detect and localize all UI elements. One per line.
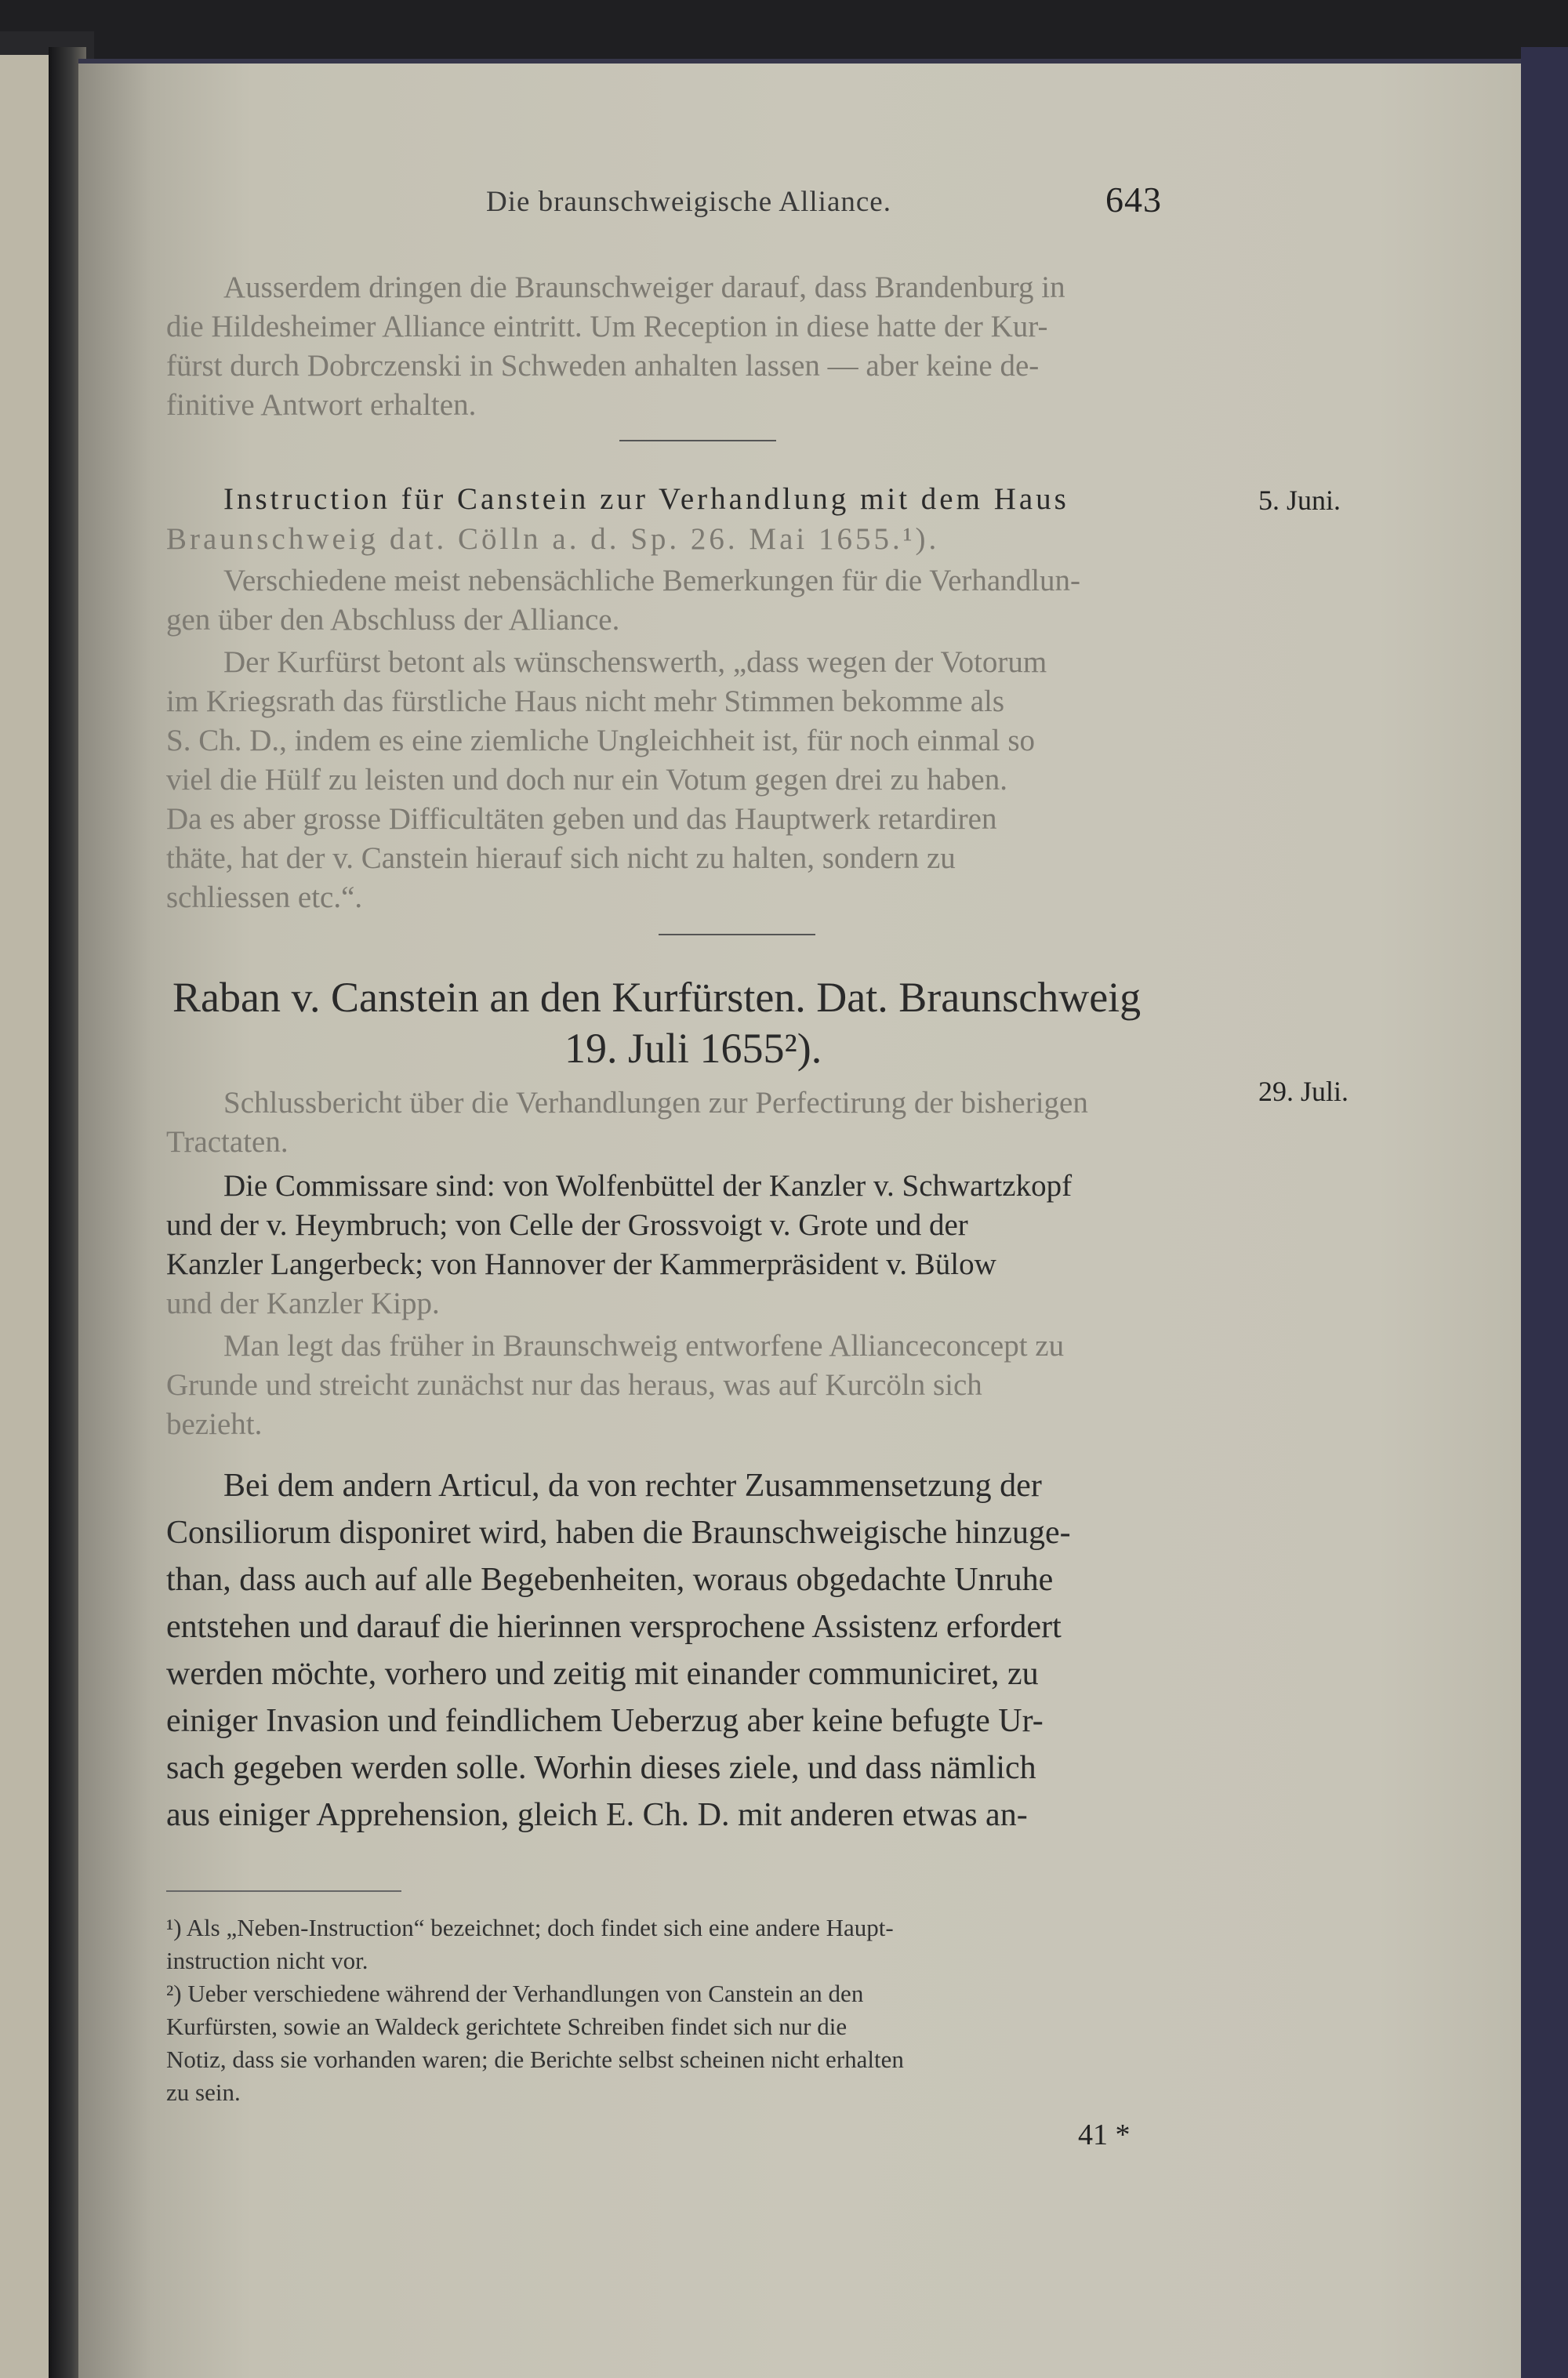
quote-line: Bei dem andern Articul, da von rechter Zusammensetzung der <box>223 1468 1042 1504</box>
quote-line: einiger Invasion und feindlichem Ueberzug aber keine befugte Ur- <box>166 1703 1044 1739</box>
book-page <box>78 59 1521 2378</box>
concept-note: Grunde und streicht zunächst nur das heraus, was auf Kurcöln sich <box>166 1368 982 1402</box>
quote-line: aus einiger Apprehension, gleich E. Ch. D. mit anderen etwas an- <box>166 1797 1028 1833</box>
footnote: ²) Ueber verschiedene während der Verhandlungen von Canstein an den <box>166 1980 864 2007</box>
section-divider <box>619 440 776 441</box>
instruction-title: Instruction für Canstein zur Verhandlung mit dem Haus <box>223 482 1069 516</box>
quote-line: than, dass auch auf alle Begebenheiten, woraus obgedachte Unruhe <box>166 1562 1054 1598</box>
intro-line: Ausserdem dringen die Braunschweiger darauf, dass Brandenburg in <box>223 270 1065 304</box>
signature-mark: 41 * <box>1078 2118 1131 2151</box>
margin-date: 29. Juli. <box>1258 1076 1349 1107</box>
letter-summary: Tractaten. <box>166 1125 289 1159</box>
commissioners: Die Commissare sind: von Wolfenbüttel der Kanzler v. Schwartzkopf <box>223 1169 1073 1203</box>
concept-note: Man legt das früher in Braunschweig entworfene Allianceconcept zu <box>223 1329 1065 1363</box>
commissioners: Kanzler Langerbeck; von Hannover der Kammerpräsident v. Bülow <box>166 1247 996 1281</box>
intro-line: fürst durch Dobrczenski in Schweden anhalten lassen — aber keine de- <box>166 349 1040 383</box>
instruction-body: viel die Hülf zu leisten und doch nur ein Votum gegen drei zu haben. <box>166 763 1007 797</box>
intro-line: finitive Antwort erhalten. <box>166 388 477 422</box>
instruction-summary: gen über den Abschluss der Alliance. <box>166 603 620 637</box>
concept-note: bezieht. <box>166 1407 263 1441</box>
previous-page-edge <box>0 55 49 2378</box>
instruction-body: im Kriegsrath das fürstliche Haus nicht mehr Stimmen bekomme als <box>166 684 1005 718</box>
section-divider <box>659 934 815 935</box>
quote-line: Consiliorum disponiret wird, haben die Braunschweigische hinzuge- <box>166 1515 1071 1551</box>
running-title: Die braunschweigische Alliance. <box>486 186 891 218</box>
instruction-summary: Verschiedene meist nebensächliche Bemerkungen für die Verhandlun- <box>223 564 1081 597</box>
quote-line: werden möchte, vorhero und zeitig mit einander communiciret, zu <box>166 1656 1039 1692</box>
footnote: ¹) Als „Neben-Instruction“ bezeichnet; doch findet sich eine andere Haupt- <box>166 1914 894 1941</box>
margin-date: 5. Juni. <box>1258 485 1341 516</box>
footnote: zu sein. <box>166 2078 241 2106</box>
footnote-rule <box>166 1890 401 1892</box>
instruction-body: Der Kurfürst betont als wünschenswerth, „dass wegen der Votorum <box>223 645 1047 679</box>
page-number: 643 <box>1105 180 1162 220</box>
quote-line: entstehen und darauf die hierinnen versprochene Assistenz erfordert <box>166 1609 1062 1645</box>
footnote: instruction nicht vor. <box>166 1947 368 1974</box>
footnote: Kurfürsten, sowie an Waldeck gerichtete Schreiben findet sich nur die <box>166 2013 848 2040</box>
quote-line: sach gegeben werden solle. Worhin dieses ziele, und dass nämlich <box>166 1750 1036 1786</box>
instruction-body: Da es aber grosse Difficultäten geben und das Hauptwerk retardiren <box>166 802 997 836</box>
instruction-title: Braunschweig dat. Cölln a. d. Sp. 26. Mai 1655.¹). <box>166 522 940 556</box>
instruction-body: schliessen etc.“. <box>166 880 363 914</box>
footnote: Notiz, dass sie vorhanden waren; die Berichte selbst scheinen nicht erhalten <box>166 2046 904 2073</box>
letter-summary: Schlussbericht über die Verhandlungen zur Perfectirung der bisherigen <box>223 1086 1088 1120</box>
letter-heading: 19. Juli 1655²). <box>564 1025 822 1072</box>
instruction-body: thäte, hat der v. Canstein hierauf sich nicht zu halten, sondern zu <box>166 841 956 875</box>
commissioners: und der Kanzler Kipp. <box>166 1287 440 1320</box>
commissioners: und der v. Heymbruch; von Celle der Grossvoigt v. Grote und der <box>166 1208 968 1242</box>
letter-heading: Raban v. Canstein an den Kurfürsten. Dat. Braunschweig <box>172 974 1142 1021</box>
intro-line: die Hildesheimer Alliance eintritt. Um Reception in diese hatte der Kur- <box>166 310 1048 343</box>
book-cover-right <box>1521 47 1568 2378</box>
instruction-body: S. Ch. D., indem es eine ziemliche Ungleichheit ist, für noch einmal so <box>166 724 1035 757</box>
